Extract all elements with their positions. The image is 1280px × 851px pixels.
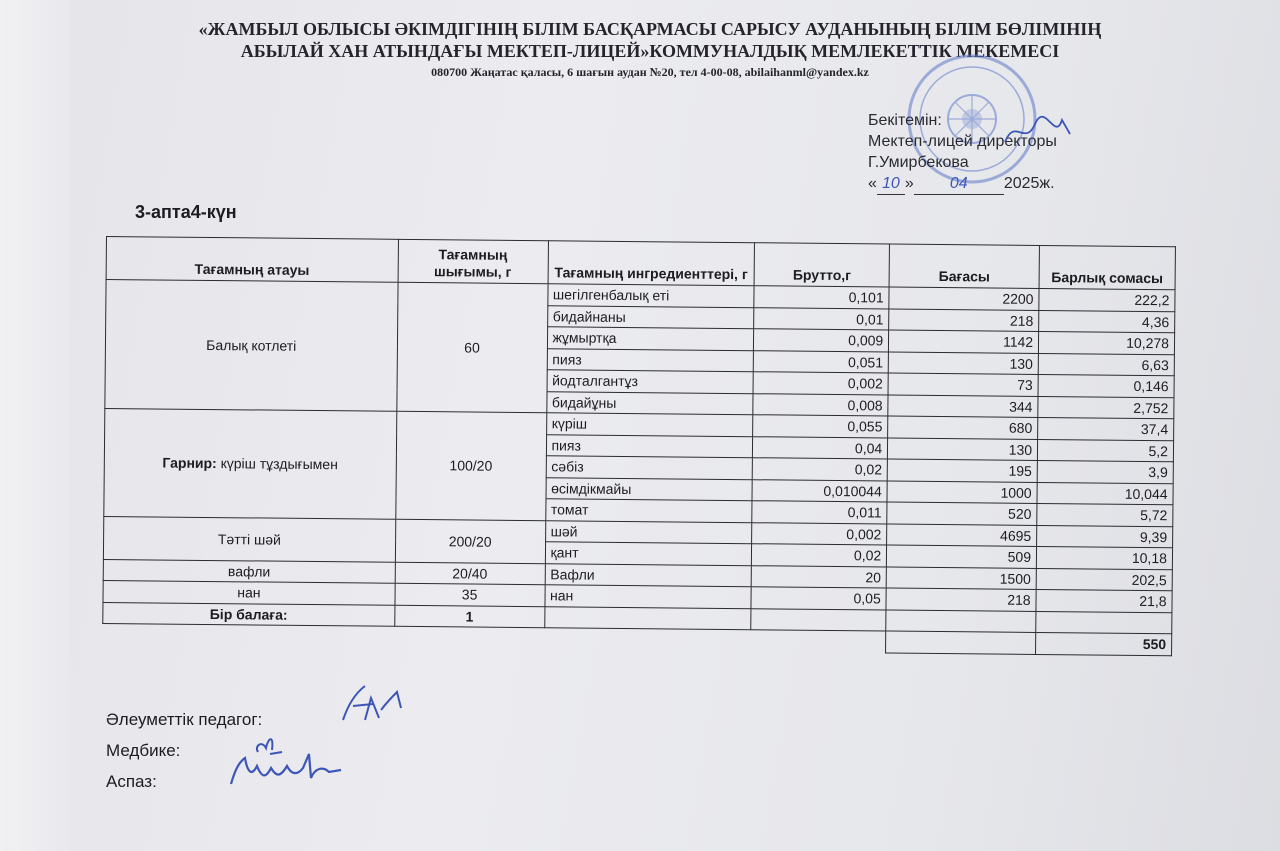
total-cell: 0,146 bbox=[1038, 374, 1174, 397]
brutto-cell: 0,002 bbox=[753, 372, 888, 395]
ingredient-cell: қант bbox=[545, 542, 752, 565]
ingredient-cell: йодталгантұз bbox=[547, 370, 754, 393]
total-cell: 3,9 bbox=[1037, 460, 1173, 483]
total-cell: 4,36 bbox=[1039, 310, 1175, 333]
price-cell: 73 bbox=[888, 373, 1038, 396]
total-cell: 5,72 bbox=[1037, 503, 1173, 526]
paper-fold-edge bbox=[0, 0, 70, 851]
total-cell: 10,278 bbox=[1038, 331, 1174, 354]
per-child-label: Бір балаға: bbox=[103, 602, 395, 626]
approval-position: Мектеп-лицей директоры bbox=[868, 133, 1057, 150]
ingredient-cell: нан bbox=[544, 585, 751, 608]
ingredient-cell: пияз bbox=[546, 434, 753, 457]
cook-label: Аспаз: bbox=[106, 772, 157, 791]
menu-table bbox=[102, 236, 1176, 656]
ingredient-cell: шәй bbox=[545, 520, 752, 543]
col-brutto: Брутто,г bbox=[754, 243, 889, 287]
col-total: Барлық сомасы bbox=[1039, 245, 1175, 289]
empty-cell bbox=[544, 628, 751, 651]
empty-cell bbox=[103, 623, 395, 647]
brutto-cell: 0,009 bbox=[754, 329, 889, 352]
ingredient-cell: бидайұны bbox=[546, 391, 753, 414]
yield-cell: 200/20 bbox=[395, 519, 545, 563]
empty-cell bbox=[886, 631, 1036, 654]
ingredient-cell: пияз bbox=[547, 348, 754, 371]
approval-day: 10 bbox=[877, 173, 905, 195]
total-cell: 6,63 bbox=[1038, 353, 1174, 376]
garnish-label: Гарнир: bbox=[162, 454, 217, 472]
cook-signature-icon bbox=[225, 748, 355, 796]
price-cell: 344 bbox=[888, 395, 1038, 418]
col-ingredients: Тағамның ингредиенттері, г bbox=[548, 241, 755, 286]
price-cell: 218 bbox=[889, 309, 1039, 332]
ingredient-cell: сәбіз bbox=[546, 456, 753, 479]
brutto-cell: 0,002 bbox=[752, 522, 887, 545]
total-cell: 10,044 bbox=[1037, 482, 1173, 505]
header-line-1: «ЖАМБЫЛ ОБЛЫСЫ ӘКІМДІГІНІҢ БІЛІМ БАСҚАРМАСЫ САРЫСУ АУДАНЫНЫҢ БІЛІМ БӨЛІМІНІҢ bbox=[198, 19, 1102, 39]
brutto-cell: 0,02 bbox=[753, 458, 888, 481]
brutto-cell: 0,011 bbox=[752, 501, 887, 524]
brutto-cell bbox=[751, 608, 886, 631]
brutto-cell: 0,008 bbox=[753, 393, 888, 416]
date-close-quote: » bbox=[904, 175, 914, 192]
per-child-count: 1 bbox=[394, 605, 544, 628]
brutto-cell: 0,05 bbox=[751, 587, 886, 610]
ingredient-cell: жұмыртқа bbox=[547, 327, 754, 350]
price-cell: 2200 bbox=[889, 287, 1039, 310]
price-cell bbox=[886, 610, 1036, 633]
price-cell: 195 bbox=[887, 459, 1037, 482]
price-cell: 1500 bbox=[886, 567, 1036, 590]
yield-cell: 20/40 bbox=[395, 562, 545, 585]
ingredient-cell: бидайнаны bbox=[547, 305, 754, 328]
brutto-cell: 0,101 bbox=[754, 286, 889, 309]
ingredient-cell: күріш bbox=[546, 413, 753, 436]
approval-date bbox=[868, 173, 1057, 195]
dish-name-cell bbox=[104, 408, 397, 518]
approval-name: Г.Умирбекова bbox=[868, 154, 969, 171]
price-cell: 680 bbox=[888, 416, 1038, 439]
col-yield: Тағамның шығымы, г bbox=[398, 239, 548, 283]
dish-name-cell: Тәтті шәй bbox=[103, 516, 395, 562]
total-cell: 37,4 bbox=[1038, 417, 1174, 440]
director-signature-icon bbox=[1000, 112, 1080, 152]
price-cell: 4695 bbox=[887, 524, 1037, 547]
brutto-cell: 0,01 bbox=[754, 307, 889, 330]
nurse-label: Медбике: bbox=[106, 741, 181, 760]
dish-name-cell: вафли bbox=[103, 559, 395, 583]
total-cell: 202,5 bbox=[1036, 568, 1172, 591]
ingredient-cell: шегілгенбалық еті bbox=[547, 284, 754, 307]
garnish-dish: күріш тұздығымен bbox=[220, 455, 338, 473]
approval-label: Бекітемін: bbox=[868, 112, 942, 129]
week-day-title: 3-апта4-күн bbox=[135, 202, 237, 222]
brutto-cell: 0,04 bbox=[753, 436, 888, 459]
price-cell: 1000 bbox=[887, 481, 1037, 504]
header-address: 080700 Жаңатас қаласы, 6 шағын аудан №20, тел 4-00-08, abilaihanml@yandex.kz bbox=[431, 65, 869, 79]
dish-name-cell: Балық котлеті bbox=[105, 280, 398, 412]
price-cell: 130 bbox=[888, 438, 1038, 461]
total-cell: 10,18 bbox=[1036, 546, 1172, 569]
brutto-cell: 20 bbox=[752, 565, 887, 588]
brutto-cell: 0,02 bbox=[752, 544, 887, 567]
ingredient-cell: Вафли bbox=[545, 563, 752, 586]
total-cell: 5,2 bbox=[1037, 439, 1173, 462]
total-cell: 222,2 bbox=[1039, 288, 1175, 311]
total-cell: 2,752 bbox=[1038, 396, 1174, 419]
price-cell: 1142 bbox=[889, 330, 1039, 353]
price-cell: 509 bbox=[887, 545, 1037, 568]
col-dish-name: Тағамның атауы bbox=[106, 237, 398, 283]
social-pedagogue-signature-icon bbox=[335, 680, 415, 728]
empty-cell bbox=[394, 626, 544, 649]
social-pedagogue-label: Әлеуметтік педагог: bbox=[106, 710, 263, 729]
header-line-2: АБЫЛАЙ ХАН АТЫНДАҒЫ МЕКТЕП-ЛИЦЕЙ»КОММУНАЛДЫҚ МЕМЛЕКЕТТІК МЕКЕМЕСІ bbox=[240, 41, 1060, 61]
approval-year: 2025ж. bbox=[1003, 175, 1055, 192]
price-cell: 218 bbox=[886, 588, 1036, 611]
empty-cell bbox=[751, 630, 886, 653]
price-cell: 130 bbox=[888, 352, 1038, 375]
total-cell bbox=[1036, 611, 1172, 634]
brutto-cell: 0,010044 bbox=[752, 479, 887, 502]
ingredient-cell: томат bbox=[545, 499, 752, 522]
yield-cell: 35 bbox=[395, 583, 545, 606]
grand-total-cell: 550 bbox=[1036, 632, 1172, 655]
ingredient-cell: өсімдікмайы bbox=[546, 477, 753, 500]
total-cell: 21,8 bbox=[1036, 589, 1172, 612]
yield-cell: 100/20 bbox=[395, 411, 546, 520]
dish-name-cell: нан bbox=[103, 580, 395, 604]
brutto-cell: 0,051 bbox=[754, 350, 889, 373]
yield-cell: 60 bbox=[396, 282, 547, 412]
col-price: Бағасы bbox=[889, 244, 1039, 288]
price-cell: 520 bbox=[887, 502, 1037, 525]
brutto-cell: 0,055 bbox=[753, 415, 888, 438]
date-open-quote: « bbox=[868, 175, 877, 192]
total-cell: 9,39 bbox=[1037, 525, 1173, 548]
approval-month: 04 bbox=[914, 173, 1004, 195]
ingredient-cell bbox=[544, 606, 751, 629]
